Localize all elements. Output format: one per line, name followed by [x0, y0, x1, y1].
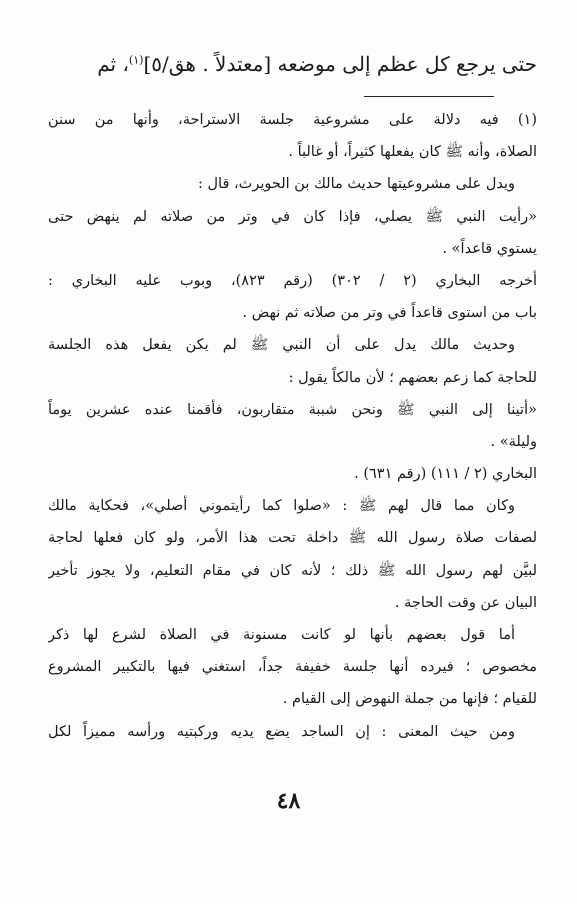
footnote-line: وكان مما قال لهم ﷺ : «صلوا كما رأيتموني أصلي»، فحكاية مالك	[48, 498, 515, 515]
footnote-line: ومن حيث المعنى : إن الساجد يضع يديه وركبتيه ورأسه مميزاً لكل	[48, 723, 515, 740]
main-text: حتى يرجع كل عظم إلى موضعه [معتدلاً . هق/٥]	[143, 52, 537, 76]
footnote-line: البخاري (٢ / ١١١) (رقم ٦٣١) .	[354, 466, 537, 483]
footnote-line: مخصوص ؛ فيرده أنها جلسة خفيفة جداً، استغني فيها بالتكبير المشروع	[48, 659, 537, 676]
footnote-line: البيان عن وقت الحاجة .	[394, 594, 537, 611]
footnote-line: يستوي قاعداً» .	[442, 240, 537, 257]
footnote-line: «أتينا إلى النبي ﷺ ونحن شببة متقاربون، فأقمنا عنده عشرين يوماً	[48, 401, 537, 418]
footnote-line: لبيَّن لهم رسول الله ﷺ ذلك ؛ لأنه كان في مقام التعليم، ولا يجوز تأخير	[48, 562, 537, 579]
footnote-block	[48, 104, 537, 748]
footnote-line: وليلة» .	[490, 433, 537, 450]
footnote-line: للقيام ؛ فإنها من جملة النهوض إلى القيام .	[282, 691, 537, 708]
footnote-reference: (١)	[128, 53, 144, 67]
footnote-line: أما قول بعضهم بأنها لو كانت مسنونة في الصلاة لشرع لها ذكر	[48, 627, 515, 643]
footnote-line: للحاجة كما زعم بعضهم ؛ لأن مالكاً يقول :	[288, 369, 537, 386]
main-text-end: ، ثم	[97, 52, 129, 76]
footnote-line: ويدل على مشروعيتها حديث مالك بن الحويرث، قال :	[198, 176, 515, 193]
footnote-line: باب من استوى قاعداً في وتر من صلاته ثم نهض .	[242, 305, 537, 322]
main-text-line	[40, 44, 537, 84]
footnote-line: «رأيت النبي ﷺ يصلي، فإذا كان في وتر من صلاته لم ينهض حتى	[48, 208, 537, 225]
footnote-line: (١) فيه دلالة على مشروعية جلسة الاستراحة، وأنها من سنن	[48, 112, 537, 128]
footnote-line: الصلاة، وأنه ﷺ كان يفعلها كثيراً، أو غالباً .	[288, 144, 537, 161]
footnote-line: لصفات صلاة رسول الله ﷺ داخلة تحت هذا الأمر، ولو كان فعلها لحاجة	[48, 530, 537, 547]
footnote-line: أخرجه البخاري (٢ / ٣٠٢) (رقم ٨٢٣)، وبوب عليه البخاري :	[48, 272, 537, 289]
page-number: ٤٨	[276, 788, 301, 814]
footnote-separator	[364, 96, 494, 97]
footnote-line: وحديث مالك يدل على أن النبي ﷺ لم يكن يفعل هذه الجلسة	[48, 337, 515, 354]
